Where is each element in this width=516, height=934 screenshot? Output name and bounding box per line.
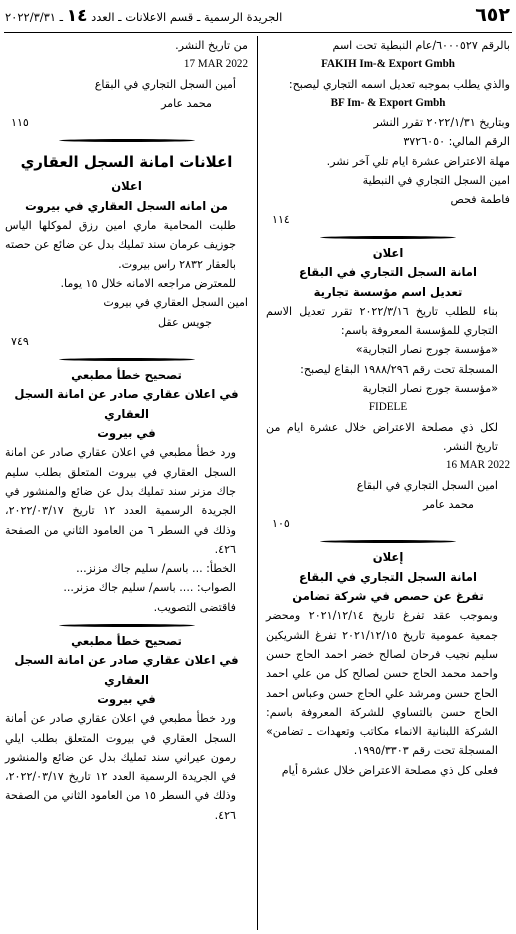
issue-date: ـ ٢٠٢٢/٣/٣١ <box>5 10 64 24</box>
notice-number: ١٠٥ <box>272 517 290 531</box>
notice-heading: تفرغ عن حصص في شركة تضامن <box>292 589 484 604</box>
signatory: محمد عامر <box>423 497 474 511</box>
paragraph: الخطأ: ... باسم/ سليم جاك مزنز... <box>76 562 236 576</box>
notice-heading: تصحيح خطأ مطبعي <box>71 634 182 649</box>
notice-number: ١١٥ <box>11 116 29 130</box>
notice-heading: امانة السجل التجاري في البقاع <box>299 265 477 280</box>
signatory: محمد عامر <box>161 96 212 110</box>
paragraph: ورد خطأ مطبعي في اعلان عقاري صادر عن أمانة السجل العقاري في بيروت المتعلق بطلب ايلي رمون عيراني سند تمليك بدل عن ضائع والمنشور في الجريدة الرسمية العدد ١٢ تاريخ ٢٠٢٢/٠٣/١٧، وذلك في السطر ١٥ من العامود الثاني من الصفحة ٤٢٦. <box>5 712 236 822</box>
paragraph: للمعترض مراجعه الامانه خلال ١٥ يوما. <box>60 276 236 290</box>
left-column <box>5 36 248 930</box>
paragraph: طلبت المحامية ماري امين رزق لموكلها الياس جوزيف عرمان سند تمليك بدل عن ضائع عن حصته بالعقار ٢٨٣٢ راس بيروت. <box>5 219 236 271</box>
notice-heading: اعلان <box>111 179 142 194</box>
paragraph: الصواب: .... باسم/ سليم جاك مزنر... <box>63 581 236 595</box>
paragraph: بالرقم ٦٠٠٠٥٢٧/عام النبطية تحت اسم <box>332 39 510 52</box>
right-column <box>266 36 510 930</box>
page-number: ٦٥٢ <box>475 4 510 26</box>
company-name: BF Im- & Export Gmbh <box>330 96 446 109</box>
separator <box>5 132 248 147</box>
separator <box>266 229 510 244</box>
notice-heading: إعلان <box>372 550 404 565</box>
paragraph: الرقم المالي: ٣٧٢٦٠٥٠ <box>403 135 510 149</box>
notice-heading: تصحيح خطأ مطبعي <box>71 368 182 383</box>
paragraph: من تاريخ النشر. <box>175 39 248 52</box>
paragraph: والذي يطلب بموجبه تعديل اسمه التجاري ليصبح: <box>288 77 510 91</box>
separator <box>5 617 248 632</box>
paragraph: «مؤسسة جورج نصار التجارية <box>362 382 498 396</box>
section-title: اعلانات امانة السجل العقاري <box>20 153 233 172</box>
header-rule <box>4 32 512 33</box>
company-name: FAKIH Im-& Export Gmbh <box>321 58 455 71</box>
paragraph: مهلة الاعتراض عشرة ايام تلي آخر نشر. <box>326 154 510 168</box>
notice-heading: في بيروت <box>97 691 156 706</box>
notice-heading: في اعلان عقاري صادر عن امانة السجل العقاري <box>14 653 239 687</box>
notice-number: ٧٤٩ <box>11 334 29 348</box>
running-header <box>5 7 282 26</box>
paragraph: فاقتضى التصويب. <box>153 600 236 614</box>
paragraph: امين السجل التجاري في النبطية <box>362 174 510 188</box>
paragraph: بناء للطلب تاريخ ٢٠٢٢/٣/١٦ تقرر تعديل الاسم التجاري للمؤسسة المعروفة باسم: <box>266 304 498 338</box>
paragraph: أمين السجل التجاري في البقاع <box>94 77 236 91</box>
separator <box>266 533 510 548</box>
running-title: الجريدة الرسمية ـ قسم الاعلانات ـ العدد <box>91 10 283 24</box>
separator <box>5 351 248 366</box>
notice-number: ١١٤ <box>272 212 290 226</box>
paragraph: فعلى كل ذي مصلحة الاعتراض خلال عشرة أيام <box>281 763 498 777</box>
paragraph: امين السجل التجاري في البقاع <box>356 478 498 492</box>
notice-heading: في بيروت <box>97 426 156 441</box>
paragraph: لكل ذي مصلحة الاعتراض خلال عشرة ايام من تاريخ النشر. <box>266 420 498 453</box>
signatory: جويس عقل <box>158 315 212 329</box>
latin-name: FIDELE <box>368 401 408 414</box>
paragraph: فاطمة فحص <box>450 193 510 207</box>
notice-heading: اعلان <box>372 245 404 260</box>
paragraph: وبتاريخ ٢٠٢٢/١/٣١ تقرر النشر <box>373 116 510 130</box>
date-stamp: 17 MAR 2022 <box>183 58 248 71</box>
paragraph: «مؤسسة جورج نصار التجارية» <box>355 343 498 357</box>
issue-number: ١٤ <box>66 6 88 26</box>
notice-heading: تعديل اسم مؤسسة تجارية <box>313 284 463 299</box>
column-divider <box>257 36 258 930</box>
paragraph: المسجلة تحت رقم ١٩٨٨/٢٩٦ البقاع ليصبح: <box>300 362 498 376</box>
notice-heading: امانة السجل التجاري في البقاع <box>299 569 477 584</box>
notice-heading: في اعلان عقاري صادر عن امانة السجل العقاري <box>14 387 239 421</box>
notice-heading: من امانه السجل العقاري في بيروت <box>25 198 228 213</box>
paragraph: امين السجل العقاري في بيروت <box>103 296 248 310</box>
page-header <box>5 3 510 33</box>
paragraph: ورد خطأ مطبعي في اعلان عقاري صادر عن امانة السجل العقاري في بيروت المتعلق بطلب سليم جاك مزنر سند تمليك بدل عن ضائع والمنشور في الجريدة الرسمية العدد ١٢ تاريخ ٢٠٢٢/٠٣/١٧، وذلك في السطر ٦ من العامود الثاني من الصفحة ٤٢٦. <box>5 446 236 556</box>
paragraph: وبموجب عقد تفرغ تاريخ ٢٠٢١/١٢/١٤ ومحضر جمعية عمومية تاريخ ٢٠٢١/١٢/١٥ تفرغ الشريكين سليم نجيب فرحان لصالح خضر احمد الحاج حسن واحمد محمد الحاج حسن لصالح كل من علي احمد الحاج حسن ومرشد علي الحاج حسن وعباس احمد الحاج حسن بالتساوي للشركة المعروفة باسم: الشركة اللبنانية الانماء مكاتب وتعهدات ـ تضامن» المسجلة تحت رقم ١٩٩٥/٣٣٠٣. <box>266 609 498 758</box>
date-stamp: 16 MAR 2022 <box>445 459 510 472</box>
